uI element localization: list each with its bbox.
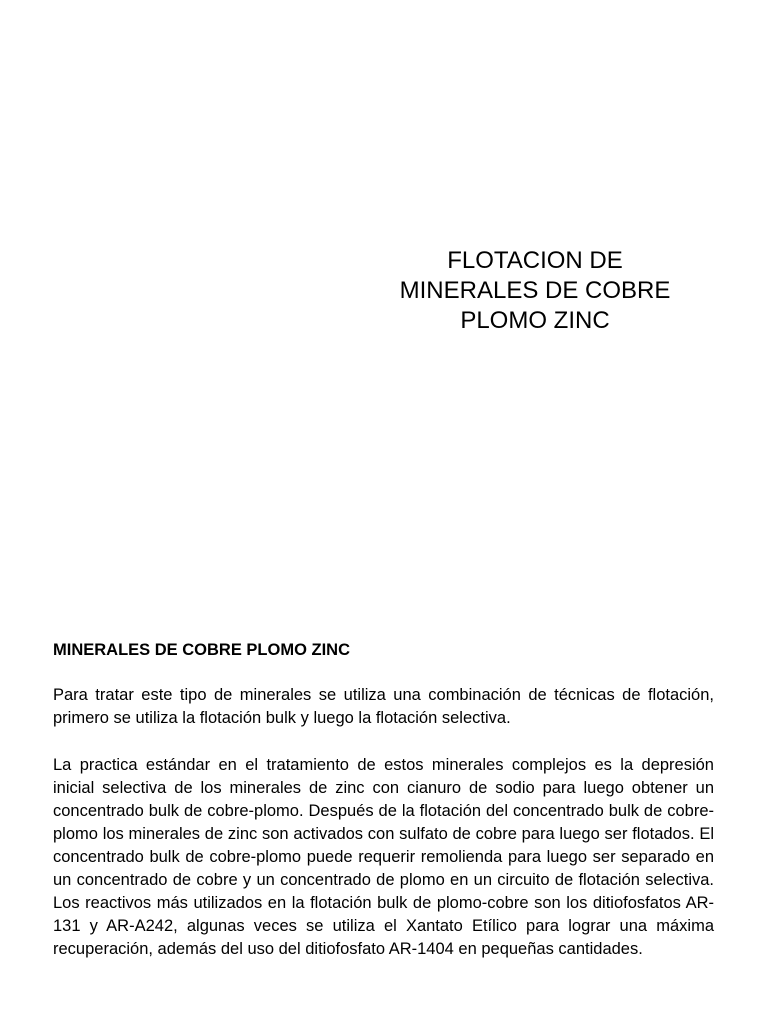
paragraph-practice: La practica estándar en el tratamiento de estos minerales complejos es la depresión inicial selectiva de los minerales de zinc con cianuro de sodio para luego obtener un concentrado bulk de cobre-plomo. Después de la flotación del concentrado bulk de cobre-plomo los minerales de zinc son activados con sulfato de cobre para luego ser flotados. El concentrado bulk de cobre-plomo puede requerir remolienda para luego ser separado en un concentrado de cobre y un concentrado de plomo en un circuito de flotación selectiva. Los reactivos más utilizados en la flotación bulk de plomo-cobre son los ditiofosfatos AR-131 y AR-A242, algunas veces se utiliza el Xantato Etílico para lograr una máxima recuperación, además del uso del ditiofosfato AR-1404 en pequeñas cantidades. <box>53 756 714 958</box>
title-line: MINERALES DE COBRE <box>399 277 671 304</box>
paragraph-intro: Para tratar este tipo de minerales se utiliza una combinación de técnicas de flotación, primero se utiliza la flotación bulk y luego la flotación selectiva. <box>53 686 714 727</box>
document-title <box>370 246 700 336</box>
title-line: PLOMO ZINC <box>460 307 610 334</box>
title-line: FLOTACION DE <box>447 247 623 274</box>
section-heading: MINERALES DE COBRE PLOMO ZINC <box>53 641 351 659</box>
